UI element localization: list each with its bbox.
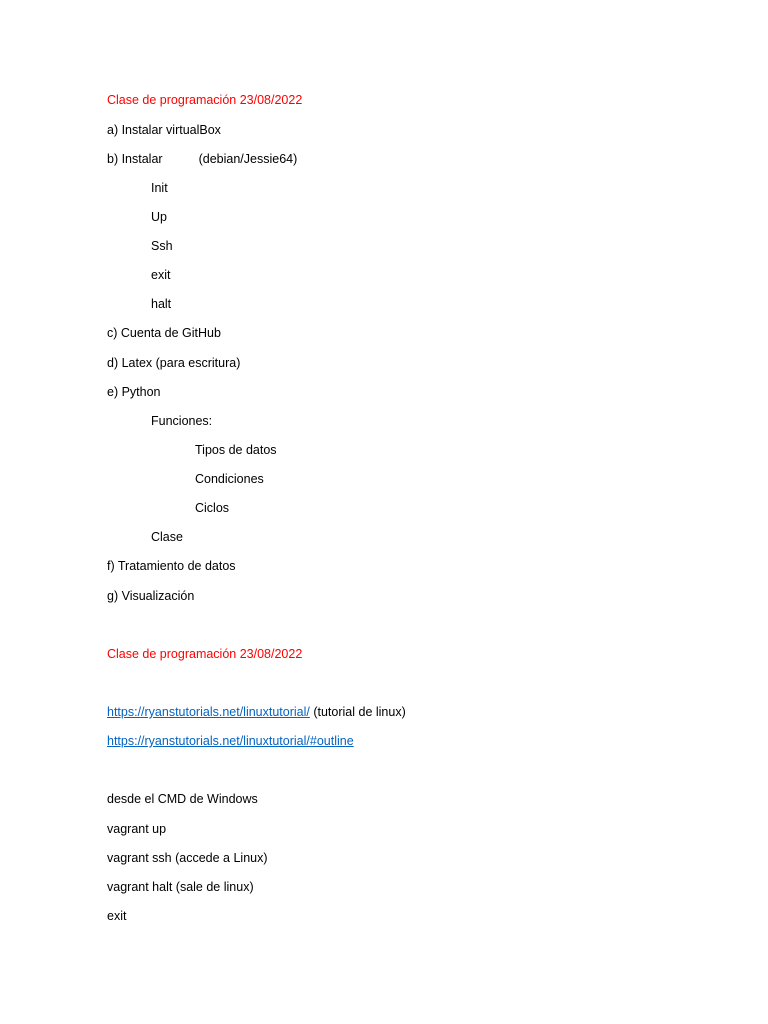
link1-note: (tutorial de linux) xyxy=(309,705,406,719)
section2-heading: Clase de programación 23/08/2022 xyxy=(107,647,303,661)
funciones-label: Funciones: xyxy=(151,414,213,428)
item-g: g) Visualización xyxy=(107,589,195,603)
cmd-line-exit: exit xyxy=(107,909,127,923)
funciones-item-tipos: Tipos de datos xyxy=(195,443,277,457)
funciones-item-ciclos: Ciclos xyxy=(195,501,230,515)
command-ssh: Ssh xyxy=(151,239,173,253)
item-b-label: b) Instalar xyxy=(107,152,163,166)
clase-label: Clase xyxy=(151,530,183,544)
cmd-line-vagrant-up: vagrant up xyxy=(107,822,167,836)
item-d: d) Latex (para escritura) xyxy=(107,356,241,370)
item-b-detail: (debian/Jessie64) xyxy=(198,152,298,166)
item-f: f) Tratamiento de datos xyxy=(107,559,236,573)
cmd-line-vagrant-halt: vagrant halt (sale de linux) xyxy=(107,880,254,894)
link2-line xyxy=(107,733,354,749)
section1-heading: Clase de programación 23/08/2022 xyxy=(107,93,303,107)
command-exit: exit xyxy=(151,268,171,282)
item-a: a) Instalar virtualBox xyxy=(107,123,221,137)
command-halt: halt xyxy=(151,297,172,311)
item-b xyxy=(107,151,297,167)
funciones-item-condiciones: Condiciones xyxy=(195,472,264,486)
linux-tutorial-link[interactable]: https://ryanstutorials.net/linuxtutorial/ xyxy=(107,705,310,719)
command-init: Init xyxy=(151,181,168,195)
link1-line xyxy=(107,704,406,720)
item-e: e) Python xyxy=(107,385,161,399)
command-up: Up xyxy=(151,210,167,224)
cmd-line-intro: desde el CMD de Windows xyxy=(107,792,258,806)
linux-tutorial-outline-link[interactable]: https://ryanstutorials.net/linuxtutorial/#outline xyxy=(107,734,354,748)
cmd-line-vagrant-ssh: vagrant ssh (accede a Linux) xyxy=(107,851,268,865)
item-c: c) Cuenta de GitHub xyxy=(107,326,221,340)
